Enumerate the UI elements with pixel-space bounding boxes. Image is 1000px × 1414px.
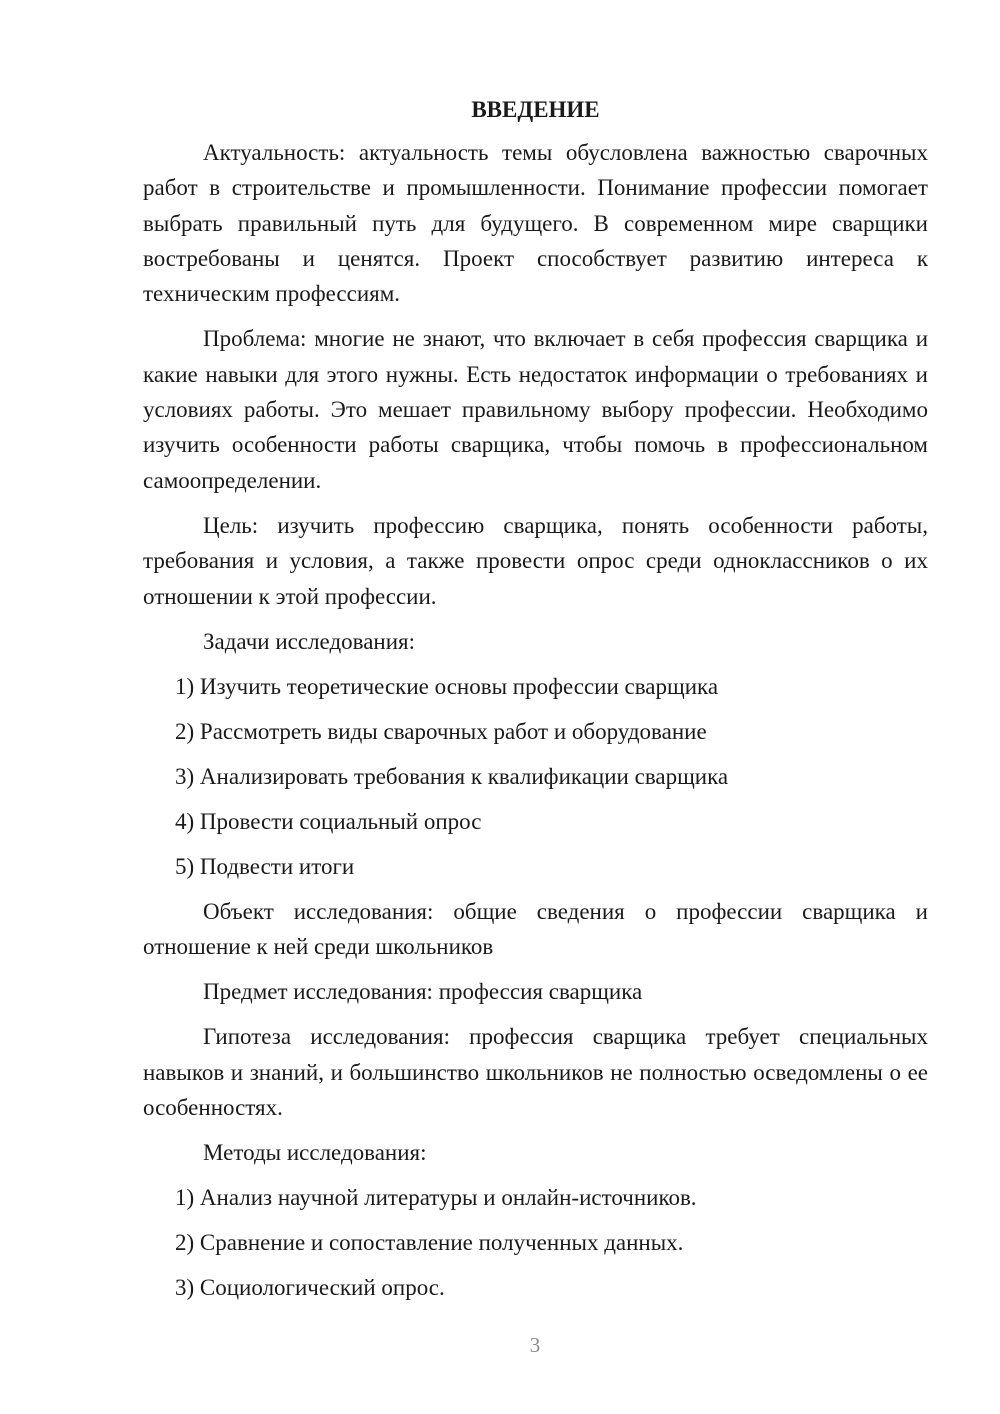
object-paragraph: Объект исследования: общие сведения о профессии сварщика и отношение к ней среди школьников: [143, 898, 928, 960]
methods-list: [143, 1180, 928, 1305]
page-number: 3: [529, 1333, 541, 1357]
list-item: 2) Рассмотреть виды сварочных работ и оборудование: [175, 718, 707, 744]
tasks-list: [143, 669, 928, 884]
list-item: 1) Анализ научной литературы и онлайн-источников.: [175, 1185, 697, 1211]
list-item: 4) Провести социальный опрос: [175, 808, 482, 834]
list-item: 3) Социологический опрос.: [175, 1275, 445, 1301]
list-item: 1) Изучить теоретические основы профессии сварщика: [175, 673, 719, 699]
hypothesis-paragraph: Гипотеза исследования: профессия сварщика требует специальных навыков и знаний, и большинство школьников не полностью осведомлены о ее особенностях.: [143, 1024, 928, 1121]
methods-heading: Методы исследования:: [203, 1140, 427, 1166]
list-item: 2) Сравнение и сопоставление полученных данных.: [175, 1230, 684, 1256]
list-item: 3) Анализировать требования к квалификации сварщика: [175, 763, 729, 789]
relevance-paragraph: Актуальность: актуальность темы обусловлена важностью сварочных работ в строительстве и промышленности. Понимание профессии помогает выбрать правильный путь для будущего. В современном мире сварщики востребованы и ценятся. Проект способствует развитию интереса к техническим профессиям.: [143, 140, 928, 307]
tasks-heading: Задачи исследования:: [203, 628, 416, 654]
goal-paragraph: Цель: изучить профессию сварщика, понять особенности работы, требования и условия, а также провести опрос среди одноклассников о их отношении к этой профессии.: [143, 512, 928, 609]
subject-paragraph: Предмет исследования: профессия сварщика: [203, 979, 643, 1005]
problem-paragraph: Проблема: многие не знают, что включает в себя профессия сварщика и какие навыки для этого нужны. Есть недостаток информации о требованиях и условиях работы. Это мешает правильному выбору профессии. Необходимо изучить особенности работы сварщика, чтобы помочь в профессиональном самоопределении.: [143, 326, 928, 493]
document-body: [143, 92, 928, 1315]
list-item: 5) Подвести итоги: [175, 853, 355, 879]
page-title: ВВЕДЕНИЕ: [471, 97, 600, 122]
